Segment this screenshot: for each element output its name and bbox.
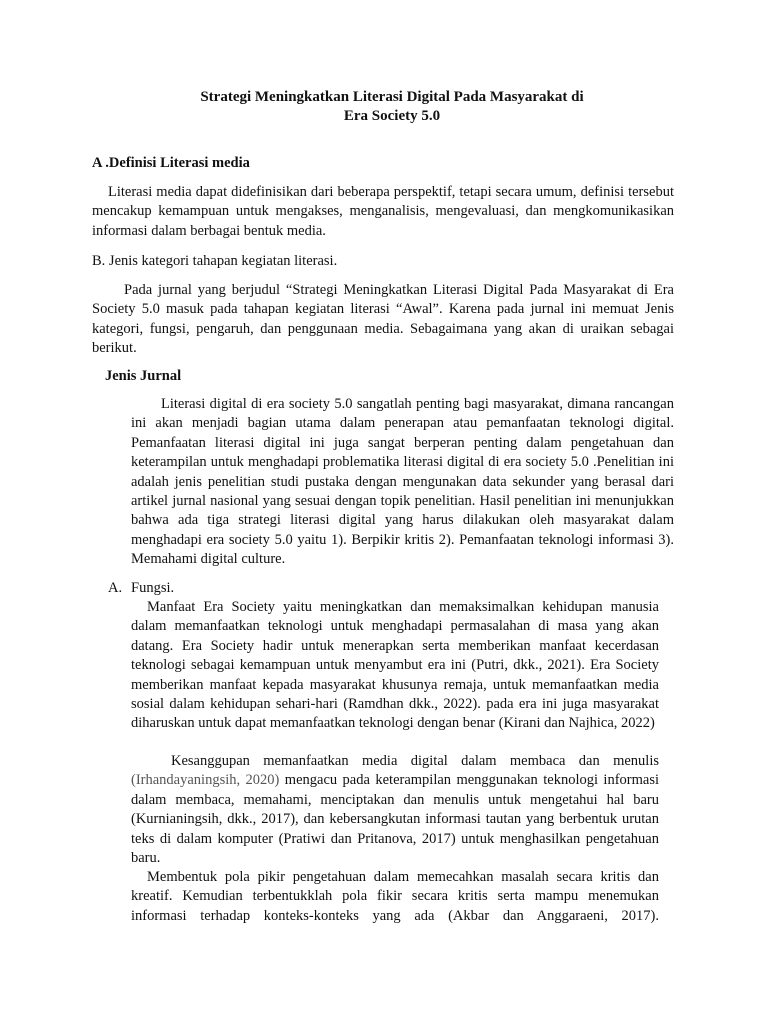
fungsi-p2-rest: mengacu pada keterampilan menggunakan teknologi informasi dalam membaca, memahami, menciptakan dan menulis untuk mengetahui hal baru (Kurnianingsih, dkk., 2017), dan kebersangkutan informasi tautan yang berbentuk urutan teks di dalam komputer (Pratiwi dan Pritanova, 2017) untuk menghasilkan pengetahuan baru. [131,772,659,867]
document-title [92,88,692,126]
title-line-1: Strategi Meningkatkan Literasi Digital Pada Masyarakat di [200,89,584,105]
fungsi-paragraph-2 [131,752,659,868]
fungsi-p2-lead: Kesanggupan memanfaatkan media digital dalam membaca dan menulis [171,753,659,769]
title-line-2: Era Society 5.0 [343,108,441,124]
fungsi-p2-citation: (Irhandayaningsih, 2020) [131,772,280,789]
section-a-paragraph: Literasi media dapat didefinisikan dari beberapa perspektif, tetapi secara umum, definisi tersebut mencakup kemampuan untuk mengakses, menganalisis, mengevaluasi, dan mengkomunikasikan informasi dalam berbagai bentuk media. [92,184,674,239]
fungsi-paragraph-3: Membentuk pola pikir pengetahuan dalam memecahkan masalah secara kritis dan kreatif. Kemudian terbentukklah pola fikir secara kritis serta mampu menemukan informasi terhadap konteks-konteks yang ada (Akbar dan Anggaraeni, 2017). [131,869,659,924]
fungsi-list-label: A. [108,580,123,596]
section-a-heading: A .Definisi Literasi media [92,155,250,171]
jenis-jurnal-paragraph: Literasi digital di era society 5.0 sangatlah penting bagi masyarakat, dimana rancangan ini akan menjadi bagian utama dalam penerapan atau pemanfaatan teknologi digital. Pemanfaatan literasi digital ini juga sangat berperan penting dalam pengetahuan dan keterampilan untuk menghadapi problematika literasi digital di era society 5.0 .Penelitian ini adalah jenis penelitian studi pustaka dengan mengunakan data sekunder yang berasal dari artikel jurnal nasional yang sesuai dengan topik penelitian. Hasil penelitian ini menunjukkan bahwa ada tiga strategi literasi digital yang harus dilakukan oleh masyarakat dalam menghadapi era society 5.0 yaitu 1). Berpikir kritis 2). Pemanfaatan teknologi informasi 3). Memahami digital culture. [131,396,674,568]
fungsi-heading: Fungsi. [131,580,175,596]
section-b-heading: B. Jenis kategori tahapan kegiatan literasi. [92,253,338,269]
jenis-jurnal-heading: Jenis Jurnal [105,368,182,384]
fungsi-paragraph-1: Manfaat Era Society yaitu meningkatkan dan memaksimalkan kehidupan manusia dalam memanfaatkan teknologi untuk menghadapi permasalahan di masa yang akan datang. Era Society hadir untuk menerapkan serta memberikan manfaat kecerdasan teknologi sebagai kemampuan untuk menyambut era ini (Putri, dkk., 2021). Era Society memberikan manfaat kepada masyarakat khusunya remaja, untuk memanfaatkan media sosial dalam kehidupan sehari-hari (Ramdhan dkk., 2022). pada era ini juga masyarakat diharuskan untuk dapat memanfaatkan teknologi dengan benar (Kirani dan Najhica, 2022) [131,599,659,732]
section-b-paragraph: Pada jurnal yang berjudul “Strategi Meningkatkan Literasi Digital Pada Masyarakat di Era Society 5.0 masuk pada tahapan kegiatan literasi “Awal”. Karena pada jurnal ini memuat Jenis kategori, fungsi, pengaruh, dan penggunaan media. Sebagaimana yang akan di uraikan sebagai berikut. [92,282,674,357]
